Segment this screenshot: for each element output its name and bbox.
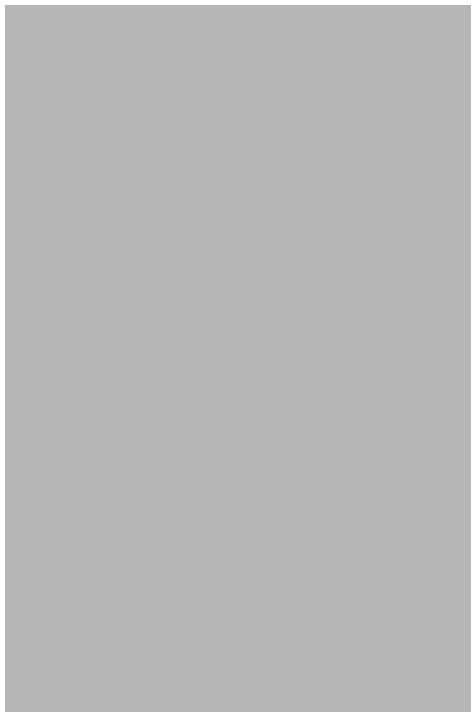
notification-form xyxy=(5,5,471,712)
